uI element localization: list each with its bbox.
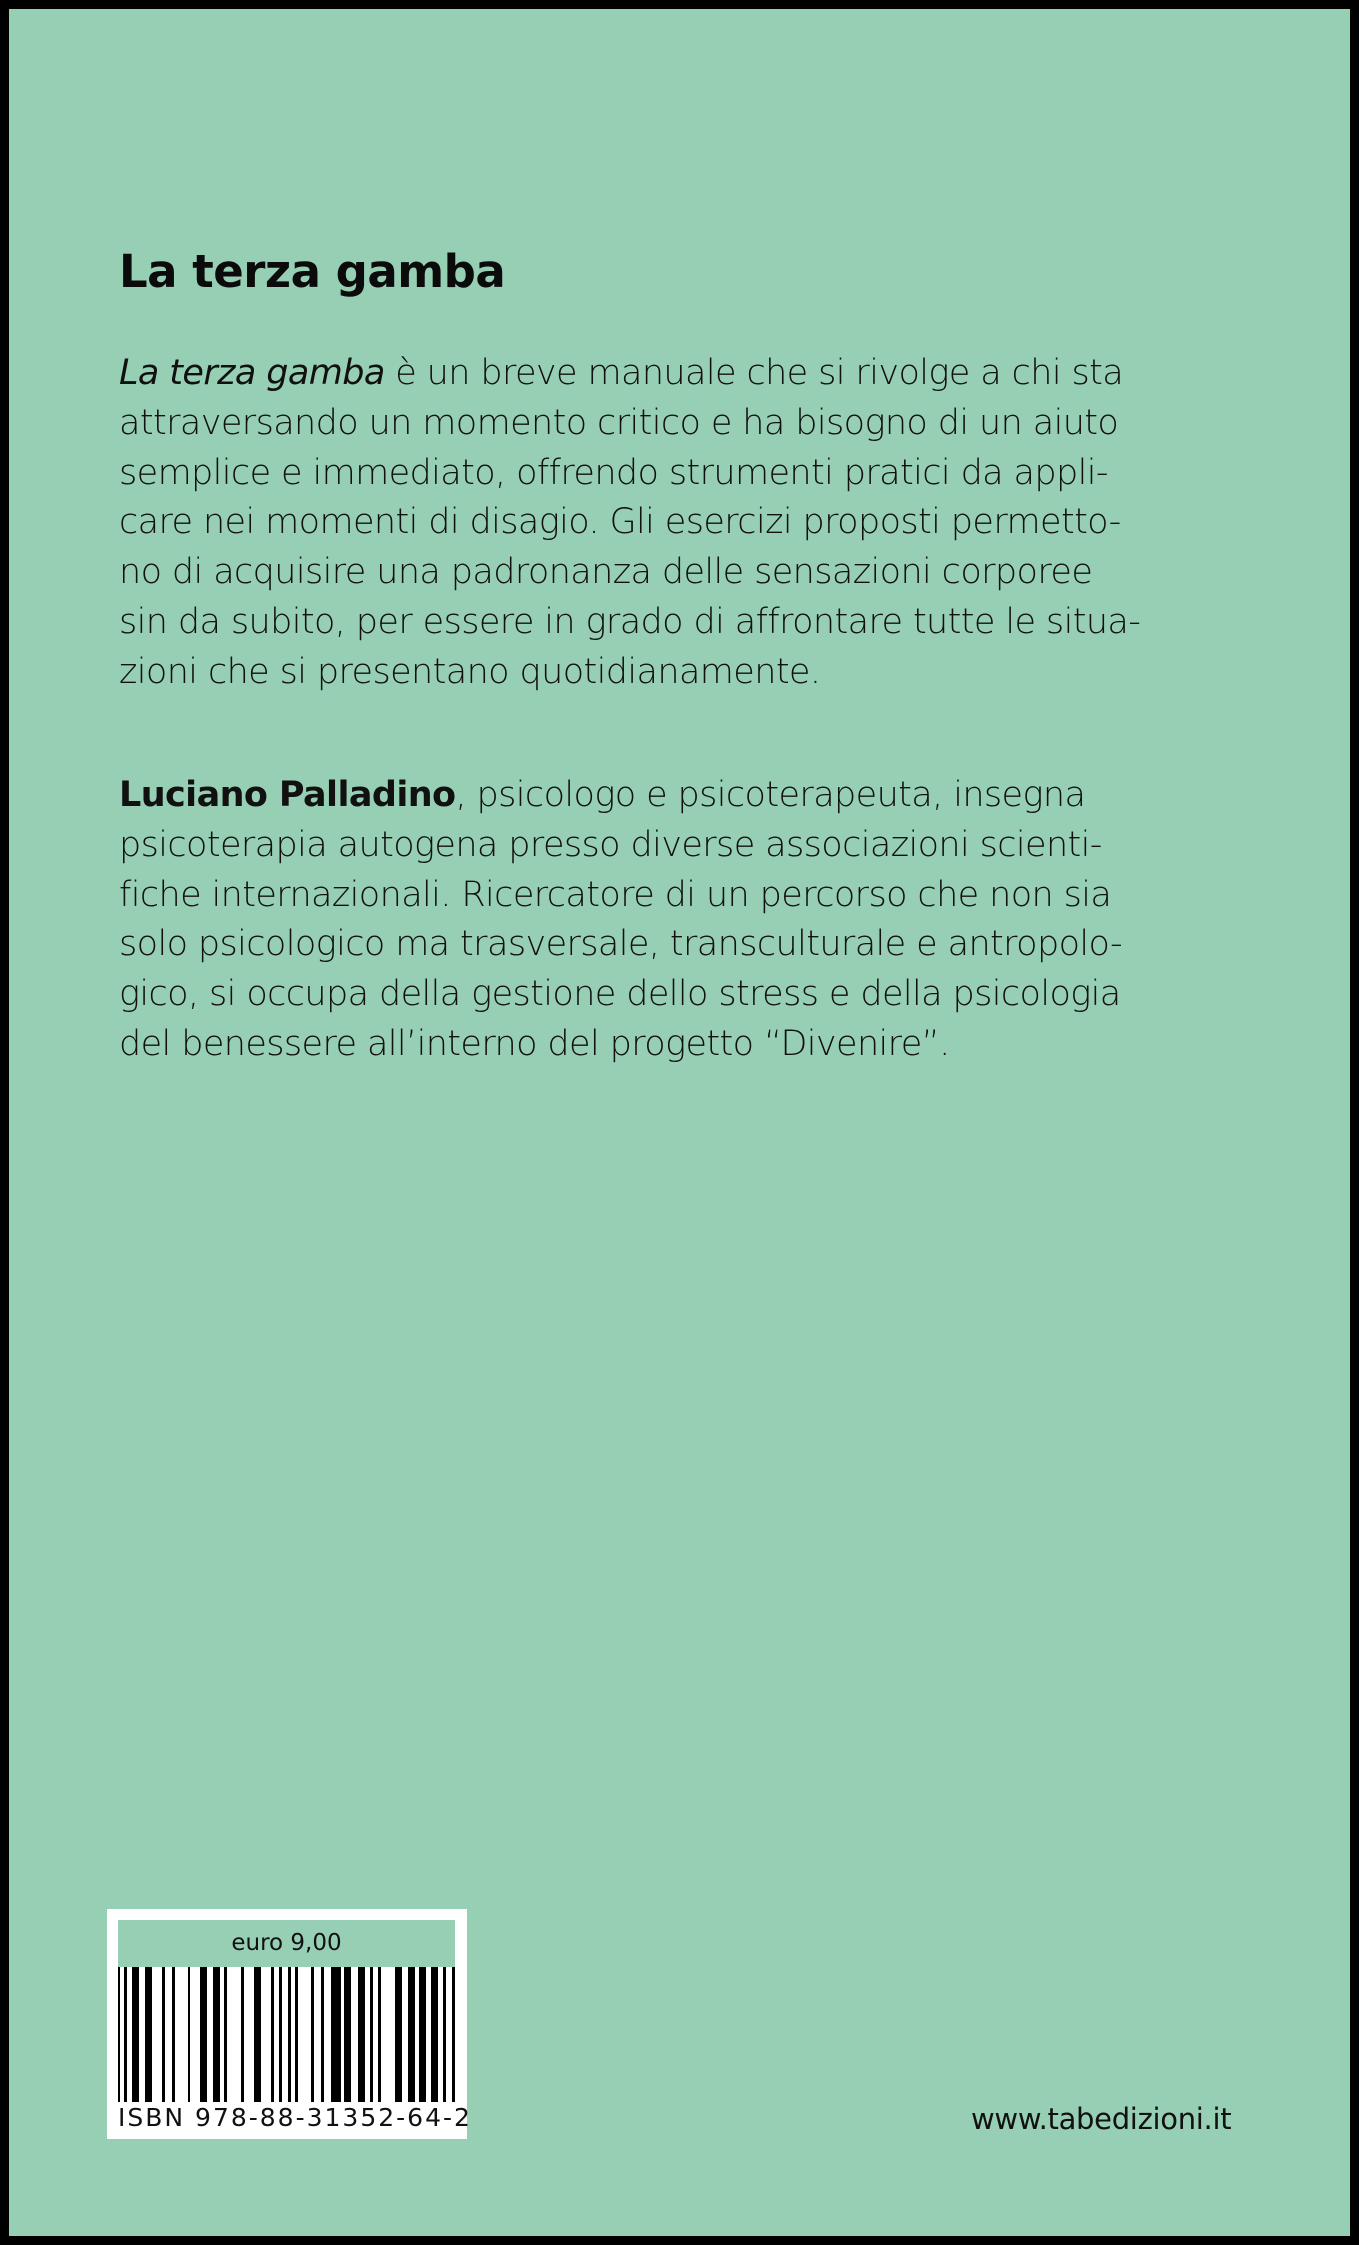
description-line: semplice e immediato, offrendo strumenti pratici da appli- <box>119 452 1108 493</box>
description-paragraph <box>119 349 1140 698</box>
barcode-bar <box>132 1967 139 2102</box>
barcode-bar <box>271 1967 274 2102</box>
description-text: è un breve manuale che si rivolge a chi sta <box>384 353 1124 393</box>
description-line: attraversando un momento critico e ha bisogno di un aiuto <box>119 402 1119 443</box>
description-line: sin da subito, per essere in grado di affrontare tutte le situa- <box>119 601 1141 642</box>
barcode-bar <box>311 1967 314 2102</box>
description-line: care nei momenti di disagio. Gli esercizi proposti permetto- <box>119 502 1121 543</box>
barcode-bar <box>295 1967 298 2102</box>
publisher-website: www.tabedizioni.it <box>971 2102 1232 2136</box>
barcode-bar <box>443 1967 446 2102</box>
barcode-box <box>107 1909 472 2139</box>
description-line: no di acquisire una padronanza delle sensazioni corporee <box>119 552 1093 593</box>
barcode-bar <box>358 1967 365 2102</box>
title-italic: La terza gamba <box>119 353 385 393</box>
description-line: zioni che si presentano quotidianamente. <box>119 651 821 692</box>
barcode-bar <box>213 1967 220 2102</box>
price-label: euro 9,00 <box>118 1920 455 1967</box>
barcode-bar <box>452 1967 455 2102</box>
barcode-bar <box>419 1967 426 2102</box>
barcode-bar <box>431 1967 438 2102</box>
author-bio-paragraph <box>119 771 1122 1070</box>
barcode-bar <box>200 1967 207 2102</box>
description-line <box>119 349 1140 399</box>
barcode-bars <box>118 1967 455 2102</box>
book-back-cover <box>9 9 1350 2236</box>
author-line: gico, si occupa della gestione dello stress e della psicologia <box>119 974 1121 1015</box>
barcode-bar <box>124 1967 127 2102</box>
author-name: Luciano Palladino <box>119 775 456 815</box>
author-line <box>119 771 1122 821</box>
barcode-bar <box>321 1967 324 2102</box>
isbn-label: ISBN 978-88-31352-64-2 <box>118 2103 472 2132</box>
author-line: psicoterapia autogena presso diverse associazioni scienti- <box>119 824 1102 865</box>
barcode-bar <box>118 1967 120 2102</box>
barcode-bar <box>408 1967 415 2102</box>
author-line: fiche internazionali. Ricercatore di un percorso che non sia <box>119 874 1112 915</box>
book-title: La terza gamba <box>119 245 506 298</box>
barcode-bar <box>254 1967 261 2102</box>
barcode-bar <box>288 1967 291 2102</box>
barcode-bar <box>162 1967 165 2102</box>
author-text: , psicologo e psicoterapeuta, insegna <box>455 775 1086 815</box>
barcode-bar <box>241 1967 244 2102</box>
barcode-bar <box>172 1967 175 2102</box>
barcode-bar <box>331 1967 341 2102</box>
barcode-bar <box>378 1967 381 2102</box>
author-line: solo psicologico ma trasversale, transculturale e antropolo- <box>119 924 1123 965</box>
barcode-bar <box>395 1967 402 2102</box>
barcode-bar <box>344 1967 351 2102</box>
barcode-bar <box>370 1967 373 2102</box>
barcode-bar <box>279 1967 282 2102</box>
barcode-bar <box>224 1967 227 2102</box>
barcode-bar <box>188 1967 190 2102</box>
barcode-bar <box>145 1967 152 2102</box>
author-line: del benessere all’interno del progetto “Divenire”. <box>119 1023 950 1064</box>
